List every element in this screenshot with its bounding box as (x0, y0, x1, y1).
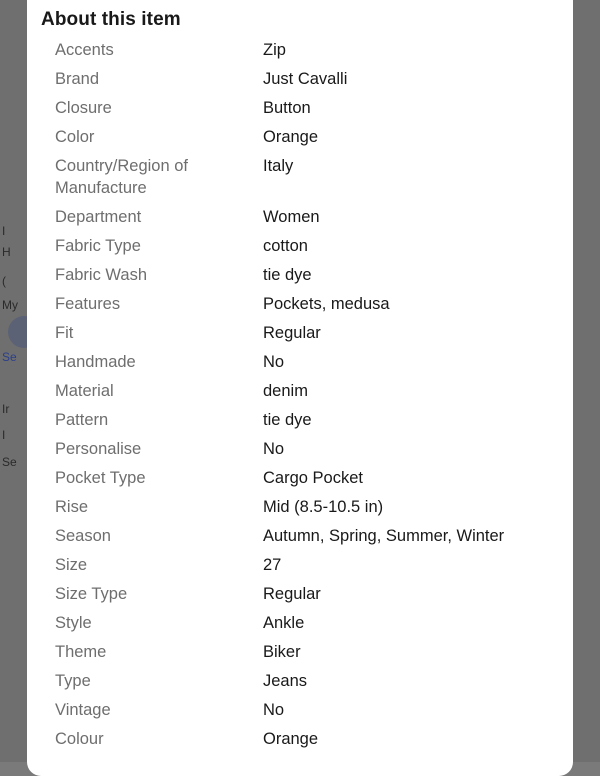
spec-row (55, 36, 555, 65)
spec-value: denim (263, 382, 308, 400)
spec-value: Zip (263, 41, 286, 59)
spec-value: Cargo Pocket (263, 469, 363, 487)
spec-label: Closure (55, 99, 112, 117)
spec-row (55, 203, 555, 232)
spec-label: Color (55, 128, 95, 146)
spec-row (55, 65, 555, 94)
spec-label: Rise (55, 498, 89, 516)
spec-row (55, 435, 555, 464)
spec-row (55, 123, 555, 152)
spec-value: No (263, 701, 285, 719)
spec-label: Pocket Type (55, 469, 146, 487)
spec-row (55, 522, 555, 551)
spec-value: 27 (263, 556, 282, 574)
spec-value: Mid (8.5-10.5 in) (263, 498, 384, 516)
spec-label: Vintage (55, 701, 111, 719)
spec-value: No (263, 440, 285, 458)
spec-row (55, 290, 555, 319)
spec-row (55, 638, 555, 667)
spec-label: Type (55, 672, 91, 690)
spec-value: Just Cavalli (263, 70, 348, 88)
spec-value: tie dye (263, 266, 312, 284)
background-text-fragment: ( (2, 274, 6, 288)
spec-label: Accents (55, 41, 114, 59)
spec-row (55, 609, 555, 638)
spec-value: No (263, 353, 285, 371)
spec-row (55, 667, 555, 696)
background-text-fragment: I (2, 428, 6, 442)
spec-row (55, 94, 555, 123)
spec-value: Women (263, 208, 320, 226)
spec-value: Regular (263, 585, 321, 603)
spec-label: Features (55, 295, 121, 313)
background-text-fragment: I (2, 224, 6, 238)
spec-value: tie dye (263, 411, 312, 429)
item-specifics-list (55, 36, 555, 754)
spec-value: Jeans (263, 672, 308, 690)
spec-label: Handmade (55, 353, 136, 371)
spec-label: Fit (55, 324, 74, 342)
spec-label: Theme (55, 643, 107, 661)
spec-value: Ankle (263, 614, 305, 632)
spec-label: Season (55, 527, 111, 545)
spec-label: Style (55, 614, 92, 632)
spec-value: Regular (263, 324, 321, 342)
spec-row (55, 152, 555, 203)
spec-value: Pockets, medusa (263, 295, 390, 313)
spec-value: cotton (263, 237, 308, 255)
spec-value: Italy (263, 157, 294, 175)
spec-value: Autumn, Spring, Summer, Winter (263, 527, 505, 545)
background-text-fragment: Se (2, 350, 17, 364)
spec-row (55, 493, 555, 522)
spec-label: Country/Region of Manufacture (55, 157, 188, 197)
background-text-fragment: Ir (2, 402, 10, 416)
spec-row (55, 377, 555, 406)
background-text-fragment: Se (2, 455, 17, 469)
spec-row (55, 551, 555, 580)
spec-row (55, 232, 555, 261)
spec-label: Brand (55, 70, 100, 88)
sheet-title: About this item (41, 9, 181, 30)
spec-label: Fabric Wash (55, 266, 147, 284)
spec-row (55, 580, 555, 609)
spec-row (55, 696, 555, 725)
spec-row (55, 464, 555, 493)
spec-value: Button (263, 99, 311, 117)
spec-label: Size (55, 556, 88, 574)
spec-label: Material (55, 382, 114, 400)
spec-row (55, 348, 555, 377)
spec-label: Fabric Type (55, 237, 141, 255)
spec-row (55, 406, 555, 435)
spec-label: Personalise (55, 440, 142, 458)
spec-value: Orange (263, 128, 319, 146)
spec-row (55, 261, 555, 290)
spec-label: Department (55, 208, 142, 226)
spec-label: Size Type (55, 585, 128, 603)
spec-row (55, 725, 555, 754)
background-text-fragment: H (2, 245, 11, 259)
background-text-fragment: My (2, 298, 18, 312)
spec-row (55, 319, 555, 348)
spec-value: Biker (263, 643, 301, 661)
spec-label: Colour (55, 730, 104, 748)
spec-label: Pattern (55, 411, 109, 429)
spec-value: Orange (263, 730, 319, 748)
